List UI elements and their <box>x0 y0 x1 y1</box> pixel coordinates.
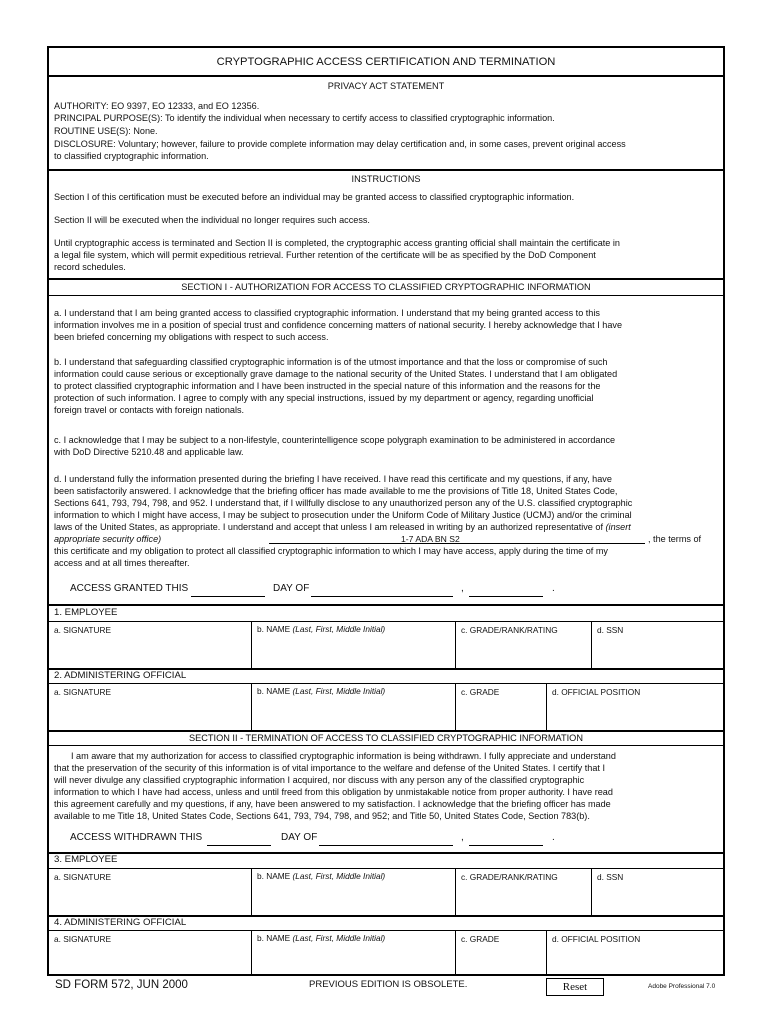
divider <box>49 75 723 77</box>
block1-signature-field[interactable] <box>49 634 251 668</box>
section1-d-line5 <box>54 521 715 533</box>
block3-ssn-label: d. SSN <box>597 872 624 882</box>
block3-ssn-field[interactable] <box>592 882 723 915</box>
section1-d-line5-text: laws of the United States, as appropriate. I understand and accept that unless I am released in writing by an authorized representative of <box>54 522 603 532</box>
block4-position-field[interactable] <box>547 944 723 976</box>
block1-ssn-field[interactable] <box>592 634 723 668</box>
section1-b-line3: to protect classified cryptographic information and I have been instructed in the special nature of this information and the reasons for the <box>54 381 601 391</box>
block4-name-prefix: b. NAME <box>257 933 291 943</box>
block1-name-hint: (Last, First, Middle Initial) <box>292 624 386 634</box>
section1-d-line5-italic: (insert <box>605 522 631 532</box>
block3-grade-label: c. GRADE/RANK/RATING <box>461 872 558 882</box>
security-office-line[interactable] <box>269 533 645 544</box>
divider <box>49 930 723 931</box>
form-frame <box>47 46 725 976</box>
section1-d-line8: access and at all times thereafter. <box>54 558 190 568</box>
block4-heading: 4. ADMINISTERING OFFICIAL <box>54 917 187 928</box>
divider <box>49 604 723 606</box>
instructions-p2: Section II will be executed when the individual no longer requires such access. <box>54 215 370 225</box>
section1-d-line4: information to which I might have access, I may be subject to prosecution under the Uniform Code of Military Justice (UCMJ) and/or the criminal <box>54 510 632 520</box>
block3-name-label <box>257 871 385 881</box>
block4-signature-field[interactable] <box>49 944 251 976</box>
privacy-routine: ROUTINE USE(S): None. <box>54 126 158 136</box>
instructions-p1: Section I of this certification must be executed before an individual may be granted access to classified cryptographic information. <box>54 192 575 202</box>
privacy-authority: AUTHORITY: EO 9397, EO 12333, and EO 12356. <box>54 101 260 111</box>
block1-heading: 1. EMPLOYEE <box>54 607 118 618</box>
divider <box>49 745 723 746</box>
form-title: CRYPTOGRAPHIC ACCESS CERTIFICATION AND TERMINATION <box>216 56 556 68</box>
section2-heading: SECTION II - TERMINATION OF ACCESS TO CLASSIFIED CRYPTOGRAPHIC INFORMATION <box>189 733 583 743</box>
divider <box>49 295 723 296</box>
block1-grade-field[interactable] <box>456 634 591 668</box>
block1-name-label <box>257 624 385 634</box>
block1-signature-label: a. SIGNATURE <box>54 625 112 635</box>
divider <box>49 852 723 854</box>
block3-name-field[interactable] <box>252 882 455 915</box>
divider <box>49 621 723 622</box>
block2-position-label: d. OFFICIAL POSITION <box>552 687 641 697</box>
access-granted-day-field[interactable] <box>191 586 265 597</box>
section1-b-line4: protection of such information. I agree to comply with any special instructions, issued by my department or agency, regarding unofficial <box>54 393 594 403</box>
section1-b-line2: information could cause serious or exceptionally grave damage to the national security of the United States. I understand that I am obligated <box>54 369 618 379</box>
form-id: SD FORM 572, JUN 2000 <box>55 979 188 991</box>
section1-b-line1: b. I understand that safeguarding classified cryptographic information is of the utmost importance and that the loss or compromise of such <box>54 357 608 367</box>
section2-line5: this agreement carefully and my questions, if any, have been answered to my satisfaction. I acknowledge that the briefing officer has made <box>54 799 611 809</box>
unit-field[interactable]: 1-7 ADA BN S2 <box>401 534 460 544</box>
software-label: Adobe Professional 7.0 <box>648 983 716 990</box>
reset-button[interactable]: Reset <box>546 978 604 996</box>
block4-grade-label: c. GRADE <box>461 934 500 944</box>
section2-line4: information to which I have had access, unless and until freed from this obligation by unmistakable notice from proper authority. I have read <box>54 787 613 797</box>
access-granted-label: ACCESS GRANTED THIS <box>70 583 189 594</box>
block2-heading: 2. ADMINISTERING OFFICIAL <box>54 670 187 681</box>
day-of-label: DAY OF <box>281 832 318 843</box>
obsolete-notice: PREVIOUS EDITION IS OBSOLETE. <box>309 979 468 990</box>
divider <box>49 868 723 869</box>
comma: , <box>461 832 464 843</box>
block4-position-label: d. OFFICIAL POSITION <box>552 934 641 944</box>
block2-name-label <box>257 686 385 696</box>
section1-d-line6-end: , the terms of <box>648 534 702 544</box>
day-of-label: DAY OF <box>273 583 310 594</box>
instructions-p3: Until cryptographic access is terminated and Section II is completed, the cryptographic access granting official shall maintain the certificate in <box>54 238 620 248</box>
access-granted-month-field[interactable] <box>311 586 453 597</box>
divider <box>49 169 723 171</box>
block1-name-prefix: b. NAME <box>257 624 291 634</box>
block2-name-field[interactable] <box>252 696 455 730</box>
section1-c-line1: c. I acknowledge that I may be subject to a non-lifestyle, counterintelligence scope polygraph examination to be administered in accordance <box>54 435 616 445</box>
block4-signature-label: a. SIGNATURE <box>54 934 112 944</box>
access-withdrawn-label: ACCESS WITHDRAWN THIS <box>70 832 203 843</box>
section1-d-line2: been satisfactorily answered. I acknowledge that the briefing officer has made available to me the provisions of Title 18, United States Code, <box>54 486 618 496</box>
period: . <box>552 832 555 843</box>
comma: , <box>461 583 464 594</box>
block3-name-hint: (Last, First, Middle Initial) <box>292 871 386 881</box>
instructions-p3-cont: a legal file system, which will permit expeditious retrieval. Further retention of the certificate will be as specified by the DoD Component <box>54 250 596 260</box>
section1-heading: SECTION I - AUTHORIZATION FOR ACCESS TO CLASSIFIED CRYPTOGRAPHIC INFORMATION <box>181 282 591 292</box>
block1-name-field[interactable] <box>252 634 455 668</box>
block2-signature-label: a. SIGNATURE <box>54 687 112 697</box>
block3-signature-field[interactable] <box>49 882 251 915</box>
block3-heading: 3. EMPLOYEE <box>54 854 118 865</box>
instructions-heading: INSTRUCTIONS <box>351 174 421 184</box>
section2-line1: I am aware that my authorization for access to classified cryptographic information is being withdrawn. I fully appreciate and understand <box>71 751 616 761</box>
period: . <box>552 583 555 594</box>
block4-name-field[interactable] <box>252 944 455 976</box>
instructions-p3-end: record schedules. <box>54 262 126 272</box>
section1-d-line1: d. I understand fully the information presented during the briefing I have received. I have read this certificate and my questions, if any, have <box>54 474 612 484</box>
section1-a-line1: a. I understand that I am being granted access to classified cryptographic information. I understand that my being granted access to this <box>54 308 600 318</box>
block3-name-prefix: b. NAME <box>257 871 291 881</box>
block4-name-label <box>257 933 385 943</box>
block3-signature-label: a. SIGNATURE <box>54 872 112 882</box>
section1-c-line2: with DoD Directive 5210.48 and applicable law. <box>54 447 244 457</box>
block2-name-prefix: b. NAME <box>257 686 291 696</box>
block1-ssn-label: d. SSN <box>597 625 624 635</box>
section1-d-line7: this certificate and my obligation to protect all classified cryptographic information to which I may have access, apply during the time of my <box>54 546 608 556</box>
section2-line2: that the preservation of the security of this information is of vital importance to the welfare and defense of the United States. I certify that I <box>54 763 605 773</box>
section1-a-line2: information involves me in a position of special trust and confidence concerning matters of national security. I hereby acknowledge that I have <box>54 320 622 330</box>
section1-a-line3: been briefed concerning my obligations with respect to such access. <box>54 332 329 342</box>
privacy-disclosure: DISCLOSURE: Voluntary; however, failure to provide complete information may delay certification and, in some cases, prevent original access <box>54 139 626 149</box>
divider <box>49 683 723 684</box>
block1-grade-label: c. GRADE/RANK/RATING <box>461 625 558 635</box>
block2-name-hint: (Last, First, Middle Initial) <box>292 686 386 696</box>
section1-d-line3: Sections 641, 793, 794, 798, and 952. I understand that, if I willfully disclose to any unauthorized person any of the U.S. classified cryptographic <box>54 498 633 508</box>
access-granted-year-field[interactable] <box>469 586 543 597</box>
access-withdrawn-year-field[interactable] <box>469 835 543 846</box>
block2-signature-field[interactable] <box>49 696 251 730</box>
access-withdrawn-month-field[interactable] <box>319 835 453 846</box>
block4-name-hint: (Last, First, Middle Initial) <box>292 933 386 943</box>
block2-position-field[interactable] <box>547 696 723 730</box>
block2-grade-field[interactable] <box>456 696 546 730</box>
section2-line6: available to me Title 18, United States Code, Sections 641, 793, 794, 798, and 952; and Title 50, United States Code, Section 783(b). <box>54 811 590 821</box>
block3-grade-field[interactable] <box>456 882 591 915</box>
section1-b-line5: foreign travel or contacts with foreign nationals. <box>54 405 245 415</box>
privacy-heading: PRIVACY ACT STATEMENT <box>327 81 445 91</box>
section1-d-line6-italic: appropriate security office) <box>54 534 162 544</box>
divider <box>49 278 723 280</box>
section2-line3: will never divulge any classified cryptographic information I acquired, nor discuss with any person any of the classified cryptographic <box>54 775 585 785</box>
privacy-purpose: PRINCIPAL PURPOSE(S): To identify the individual when necessary to certify access to classified cryptographic information. <box>54 113 555 123</box>
access-withdrawn-day-field[interactable] <box>207 835 271 846</box>
block4-grade-field[interactable] <box>456 944 546 976</box>
block2-grade-label: c. GRADE <box>461 687 500 697</box>
privacy-disclosure-cont: to classified cryptographic information. <box>54 151 209 161</box>
